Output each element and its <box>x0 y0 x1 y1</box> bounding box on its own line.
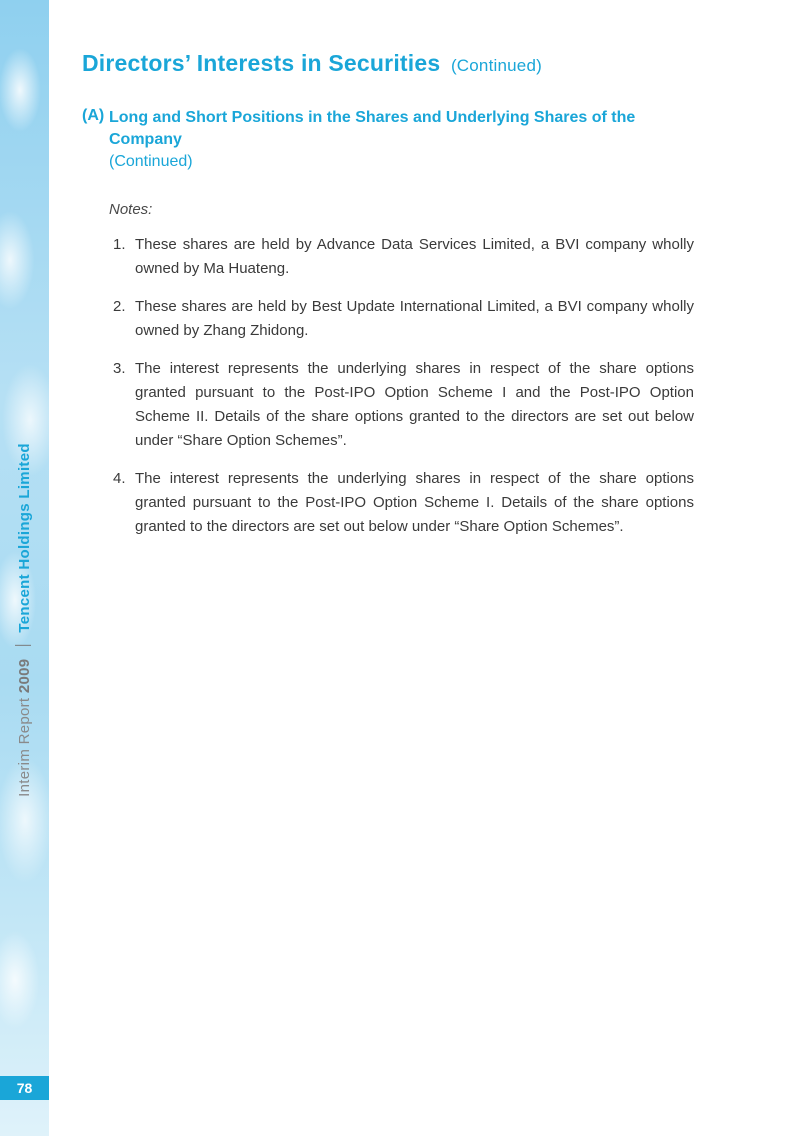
page-title-continued: (Continued) <box>450 56 542 75</box>
page-number: 78 <box>0 1076 49 1100</box>
sidebar-caption <box>15 443 33 797</box>
section-heading <box>82 107 694 173</box>
caption-divider <box>15 645 31 646</box>
note-text: These shares are held by Best Update International Limited, a BVI company wholly owned by Zhang Zhidong. <box>135 298 694 339</box>
note-item <box>82 467 694 539</box>
page-title-text: Directors’ Interests in Securities <box>82 50 441 76</box>
note-item <box>82 295 694 343</box>
note-number: 2. <box>113 298 126 315</box>
note-item <box>82 233 694 281</box>
section-label: (A) <box>82 107 105 124</box>
section-title-block <box>109 107 694 173</box>
section-continued: (Continued) <box>109 153 193 170</box>
notes-title: Notes: <box>109 201 153 218</box>
note-text: These shares are held by Advance Data Services Limited, a BVI company wholly owned by Ma Huateng. <box>135 236 694 277</box>
company-name: Tencent Holdings Limited <box>16 443 33 633</box>
note-number: 3. <box>113 360 126 377</box>
report-label: Interim Report <box>16 697 33 797</box>
note-number: 4. <box>113 470 126 487</box>
notes-list <box>82 233 694 539</box>
page-title <box>82 50 694 77</box>
note-number: 1. <box>113 236 126 253</box>
page-content <box>82 50 694 553</box>
note-text: The interest represents the underlying shares in respect of the share options granted pursuant to the Post-IPO Option Scheme I. Details of the share options granted to the directors are set out below under “Share Option Schemes”. <box>135 470 694 535</box>
section-title: Long and Short Positions in the Shares and Underlying Shares of the Company <box>109 109 636 148</box>
note-text: The interest represents the underlying shares in respect of the share options granted pursuant to the Post-IPO Option Scheme I and the Post-IPO Option Scheme II. Details of the share options granted to the directors are set out below under “Share Option Schemes”. <box>135 360 694 449</box>
sidebar-strip <box>0 0 49 1136</box>
report-year: 2009 <box>16 658 33 694</box>
note-item <box>82 357 694 453</box>
